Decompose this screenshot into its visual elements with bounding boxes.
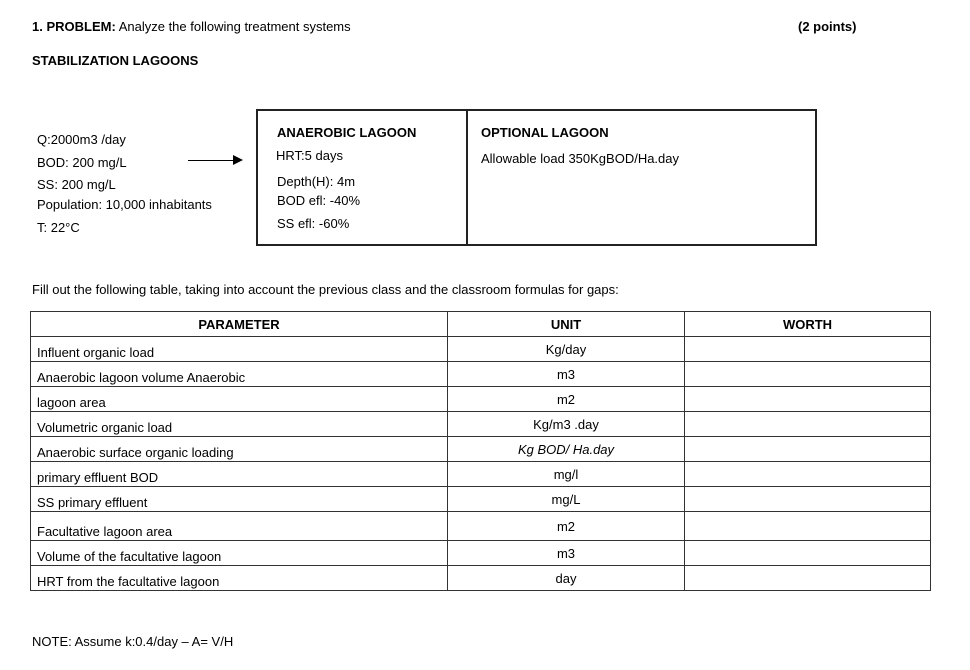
parameter-cell: Volumetric organic load bbox=[31, 412, 448, 437]
anaerobic-bod-efficiency: BOD efl: -40% bbox=[277, 193, 361, 208]
flow-arrow-line bbox=[188, 160, 234, 161]
flow-arrow-head bbox=[233, 155, 243, 165]
optional-lagoon-title: OPTIONAL LAGOON bbox=[481, 125, 609, 140]
influent-population: Population: 10,000 inhabitants bbox=[37, 197, 212, 212]
problem-text: Analyze the following treatment systems bbox=[118, 19, 351, 34]
header-worth: WORTH bbox=[685, 312, 931, 337]
parameter-cell: SS primary effluent bbox=[31, 487, 448, 512]
worth-cell[interactable] bbox=[685, 487, 931, 512]
table-row bbox=[31, 362, 931, 387]
parameter-cell: Influent organic load bbox=[31, 337, 448, 362]
anaerobic-ss-efficiency: SS efl: -60% bbox=[277, 216, 350, 231]
table-row bbox=[31, 462, 931, 487]
problem-heading bbox=[32, 19, 351, 34]
anaerobic-hrt: HRT:5 days bbox=[276, 148, 343, 163]
worth-cell[interactable] bbox=[685, 437, 931, 462]
table-row bbox=[31, 387, 931, 412]
section-title: STABILIZATION LAGOONS bbox=[32, 53, 199, 68]
unit-cell: mg/L bbox=[448, 487, 685, 512]
worth-cell[interactable] bbox=[685, 412, 931, 437]
worth-cell[interactable] bbox=[685, 566, 931, 591]
table-row bbox=[31, 512, 931, 541]
worth-cell[interactable] bbox=[685, 462, 931, 487]
table-header-row bbox=[31, 312, 931, 337]
points-label: (2 points) bbox=[798, 19, 857, 34]
parameter-cell: primary effluent BOD bbox=[31, 462, 448, 487]
worth-cell[interactable] bbox=[685, 541, 931, 566]
parameter-cell: lagoon area bbox=[31, 387, 448, 412]
unit-cell: m2 bbox=[448, 387, 685, 412]
worth-cell[interactable] bbox=[685, 337, 931, 362]
unit-cell: m3 bbox=[448, 362, 685, 387]
unit-cell: mg/l bbox=[448, 462, 685, 487]
influent-flow: Q:2000m3 /day bbox=[37, 132, 126, 147]
table-row bbox=[31, 337, 931, 362]
header-unit: UNIT bbox=[448, 312, 685, 337]
unit-cell: Kg BOD/ Ha.day bbox=[448, 437, 685, 462]
influent-ss: SS: 200 mg/L bbox=[37, 177, 116, 192]
instructions: Fill out the following table, taking into account the previous class and the classroom formulas for gaps: bbox=[32, 282, 619, 297]
parameter-cell: HRT from the facultative lagoon bbox=[31, 566, 448, 591]
table-row bbox=[31, 437, 931, 462]
parameter-cell: Anaerobic surface organic loading bbox=[31, 437, 448, 462]
unit-cell: Kg/day bbox=[448, 337, 685, 362]
table-row bbox=[31, 412, 931, 437]
worth-cell[interactable] bbox=[685, 387, 931, 412]
unit-cell: m2 bbox=[448, 512, 685, 541]
note: NOTE: Assume k:0.4/day – A= V/H bbox=[32, 634, 234, 649]
parameters-table bbox=[30, 311, 931, 591]
problem-label: 1. PROBLEM: bbox=[32, 19, 116, 34]
anaerobic-depth: Depth(H): 4m bbox=[277, 174, 356, 189]
table-row bbox=[31, 487, 931, 512]
influent-bod: BOD: 200 mg/L bbox=[37, 155, 127, 170]
parameter-cell: Facultative lagoon area bbox=[31, 512, 448, 541]
optional-allowable-load: Allowable load 350KgBOD/Ha.day bbox=[481, 151, 680, 166]
parameter-cell: Volume of the facultative lagoon bbox=[31, 541, 448, 566]
influent-temperature: T: 22°C bbox=[37, 220, 80, 235]
worth-cell[interactable] bbox=[685, 512, 931, 541]
parameter-cell: Anaerobic lagoon volume Anaerobic bbox=[31, 362, 448, 387]
unit-cell: Kg/m3 .day bbox=[448, 412, 685, 437]
worth-cell[interactable] bbox=[685, 362, 931, 387]
table-row bbox=[31, 566, 931, 591]
unit-cell: m3 bbox=[448, 541, 685, 566]
anaerobic-lagoon-title: ANAEROBIC LAGOON bbox=[277, 125, 417, 140]
table-row bbox=[31, 541, 931, 566]
unit-cell: day bbox=[448, 566, 685, 591]
header-parameter: PARAMETER bbox=[31, 312, 448, 337]
